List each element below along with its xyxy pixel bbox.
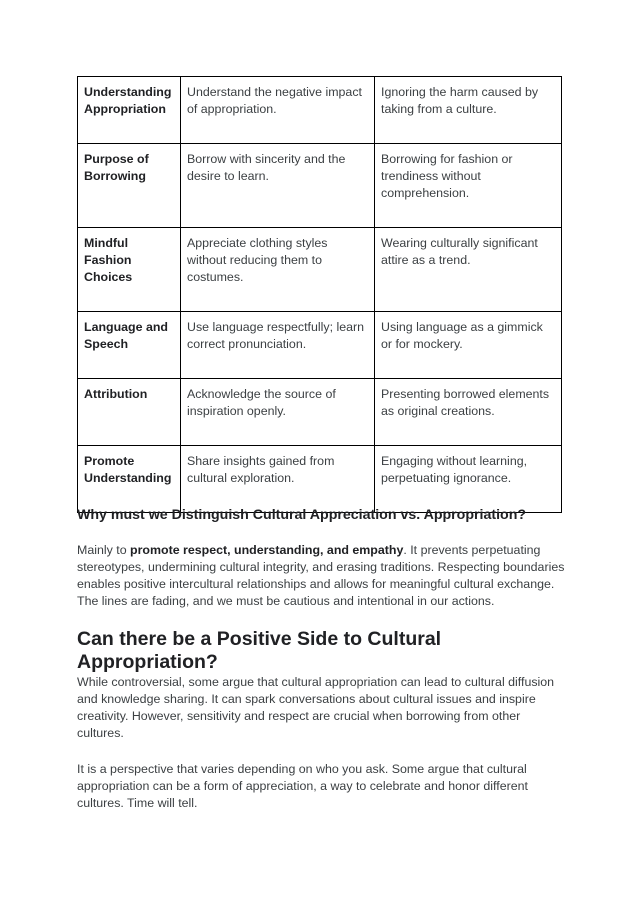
paragraph-why <box>77 542 567 610</box>
paragraph-perspective: It is a perspective that varies depending on who you ask. Some argue that cultural appropriation can be a form of appreciation, a way to celebrate and honor different cultures. Time will tell. <box>77 762 528 810</box>
appropriation-cell: Ignoring the harm caused by taking from a culture. <box>375 77 562 144</box>
appropriation-cell: Presenting borrowed elements as original creations. <box>375 379 562 446</box>
table-row <box>78 144 562 228</box>
paragraph-text: . It prevents perpetuating stereotypes, undermining cultural integrity, and erasing traditions. Respecting boundaries enables positive intercultural relationships and allows for meaningful cultural exchange. The lines are fading, and we must be cautious and intentional in our actions. <box>77 543 565 608</box>
appreciation-cell: Appreciate clothing styles without reducing them to costumes. <box>181 228 375 312</box>
row-term: Purpose of Borrowing <box>78 144 181 228</box>
table-row <box>78 312 562 379</box>
appreciation-cell: Acknowledge the source of inspiration openly. <box>181 379 375 446</box>
appreciation-cell: Borrow with sincerity and the desire to learn. <box>181 144 375 228</box>
appropriation-cell: Wearing culturally significant attire as a trend. <box>375 228 562 312</box>
bold-phrase: promote respect, understanding, and empathy <box>130 543 404 557</box>
table-row <box>78 446 562 513</box>
row-term: Mindful Fashion Choices <box>78 228 181 312</box>
paragraph-controversial: While controversial, some argue that cultural appropriation can lead to cultural diffusion and knowledge sharing. It can spark conversations about cultural issues and inspire creativity. However, sensitivity and respect are crucial when borrowing from other cultures. <box>77 675 555 740</box>
comparison-table <box>77 76 562 513</box>
appropriation-cell: Using language as a gimmick or for mockery. <box>375 312 562 379</box>
table-row <box>78 77 562 144</box>
row-term: Attribution <box>78 379 181 446</box>
row-term: Understanding Appropriation <box>78 77 181 144</box>
appreciation-cell: Share insights gained from cultural exploration. <box>181 446 375 513</box>
row-term: Language and Speech <box>78 312 181 379</box>
table-row <box>78 379 562 446</box>
section-heading-why: Why must we Distinguish Cultural Appreciation vs. Appropriation? <box>77 507 527 523</box>
paragraph-text: Mainly to <box>77 543 131 557</box>
row-term: Promote Understanding <box>78 446 181 513</box>
section-heading-positive-side: Can there be a Positive Side to Cultural Appropriation? <box>77 628 442 673</box>
appropriation-cell: Borrowing for fashion or trendiness without comprehension. <box>375 144 562 228</box>
appropriation-cell: Engaging without learning, perpetuating ignorance. <box>375 446 562 513</box>
table-row <box>78 228 562 312</box>
appreciation-cell: Understand the negative impact of appropriation. <box>181 77 375 144</box>
appreciation-cell: Use language respectfully; learn correct pronunciation. <box>181 312 375 379</box>
